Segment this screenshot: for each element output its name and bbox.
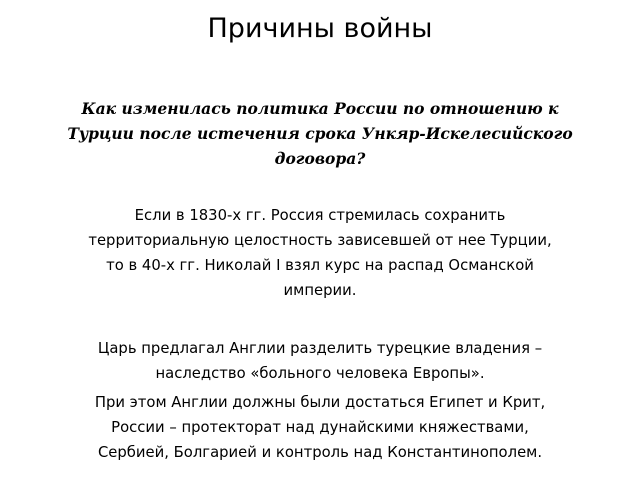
paragraph-line: Царь предлагал Англии разделить турецкие владения – — [97, 340, 543, 357]
paragraph-tsar-proposal — [0, 336, 640, 386]
paragraph-russia-policy — [0, 203, 640, 303]
question-text — [0, 96, 640, 171]
paragraph-division-terms — [0, 390, 640, 465]
paragraph-line: наследство «больного человека Европы». — [155, 365, 485, 382]
question-line: договора? — [274, 149, 366, 168]
paragraph-line: России – протекторат над дунайскими княжествами, — [111, 419, 529, 436]
question-line: Турции после истечения срока Ункяр-Искелесийского — [67, 124, 573, 143]
slide-title: Причины войны — [207, 13, 433, 44]
paragraph-line: империи. — [283, 282, 357, 299]
paragraph-line: При этом Англии должны были достаться Египет и Крит, — [94, 394, 546, 411]
paragraph-line: территориальную целостность зависевшей от нее Турции, — [88, 232, 552, 249]
question-line: Как изменилась политика России по отношению к — [81, 99, 559, 118]
paragraph-line: то в 40-х гг. Николай I взял курс на распад Османской — [106, 257, 534, 274]
paragraph-line: Если в 1830-х гг. Россия стремилась сохранить — [134, 207, 506, 224]
paragraph-line: Сербией, Болгарией и контроль над Константинополем. — [97, 444, 543, 461]
